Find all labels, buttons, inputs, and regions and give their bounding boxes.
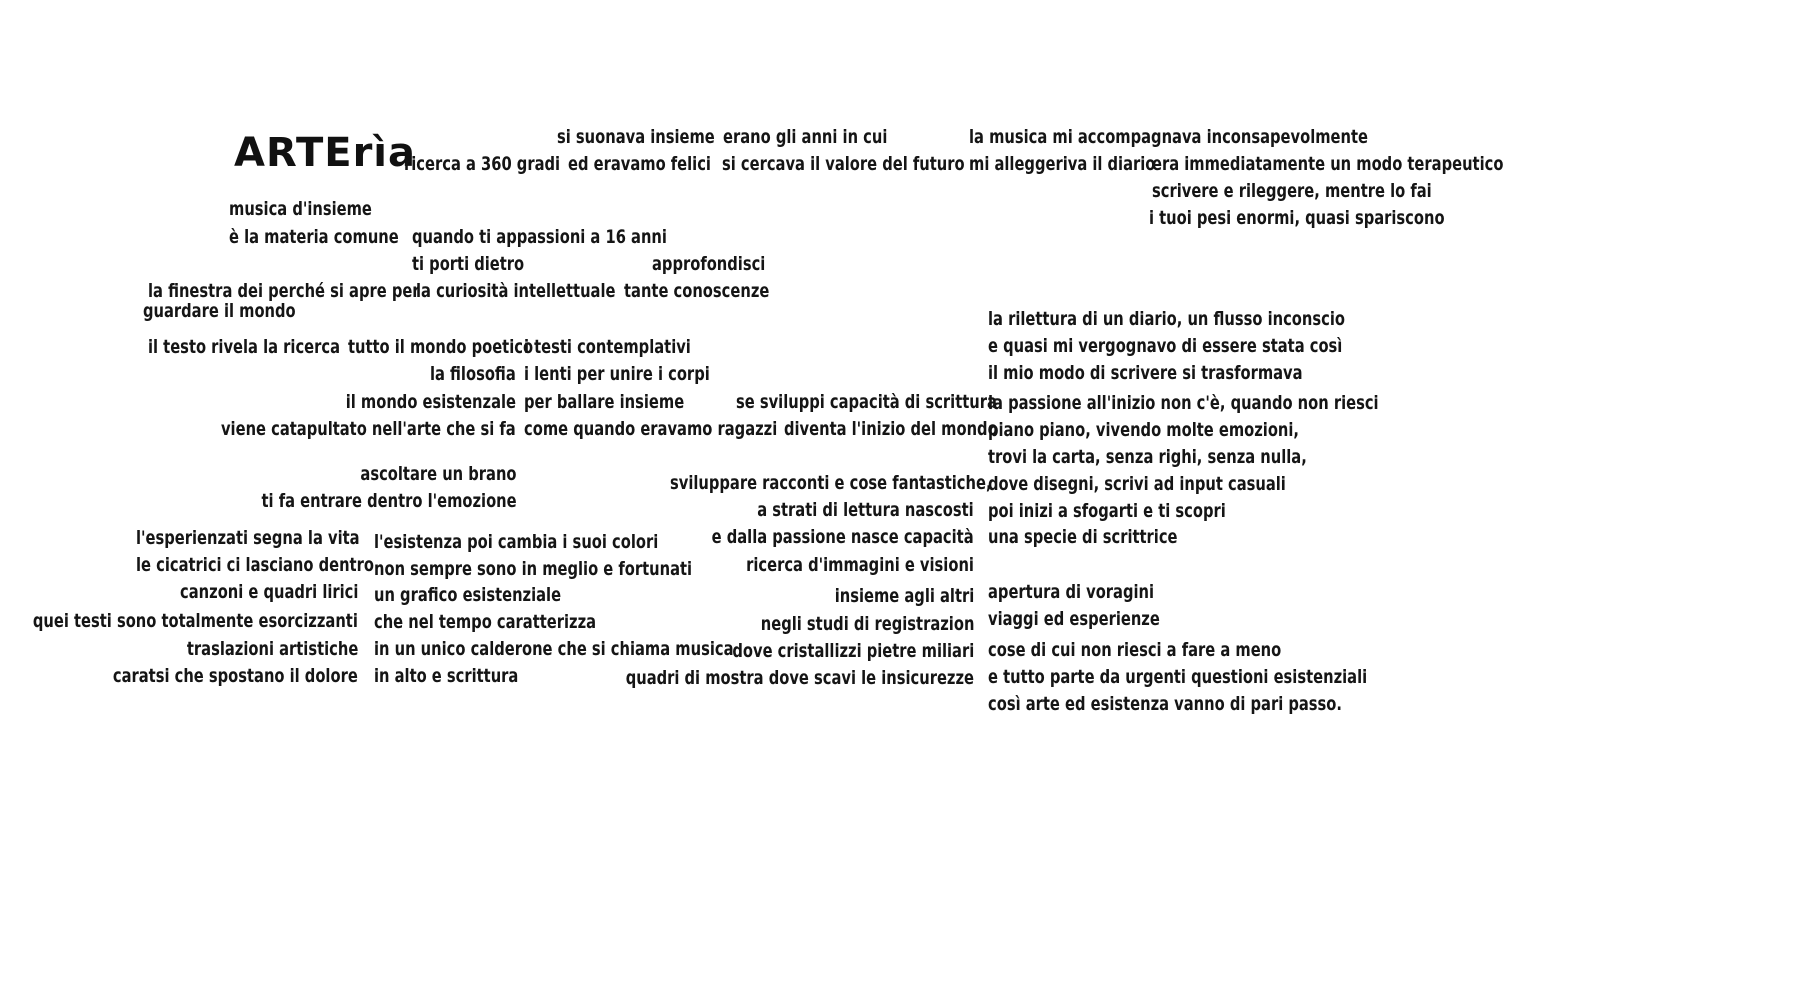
poem-line: non sempre sono in meglio e fortunati [374, 558, 693, 580]
poem-line: ti fa entrare dentro l'emozione [261, 490, 517, 512]
poem-line: per ballare insieme [524, 391, 685, 413]
poem-line: in alto e scrittura [374, 665, 519, 687]
poem-line: erano gli anni in cui [723, 126, 888, 148]
poem-line: mi alleggeriva il diario [969, 153, 1156, 175]
poem-line: dove cristallizzi pietre miliari [732, 640, 974, 662]
poem-line: viene catapultato nell'arte che si fa [221, 418, 516, 440]
poem-line: ascoltare un brano [360, 463, 517, 485]
poem-line: il mio modo di scrivere si trasformava [988, 362, 1303, 384]
poem-line: e quasi mi vergognavo di essere stata così [988, 335, 1343, 357]
poem-line: dove disegni, scrivi ad input casuali [988, 473, 1286, 495]
poem-line: guardare il mondo [143, 300, 296, 322]
poem-line: l'esperienza [136, 527, 236, 549]
poem-line: il testo rivela la ricerca [148, 336, 341, 358]
poem-line: il mondo esistenzale [345, 391, 516, 413]
poem-line: cose di cui non riesci a fare a meno [988, 639, 1282, 661]
poem-line: ti segna la vita [236, 527, 360, 549]
poem-line: viaggi ed esperienze [988, 608, 1160, 630]
poem-line: i testi contemplativi [524, 336, 691, 358]
poem-line: in un unico calderone che si chiama musica [374, 638, 734, 660]
poem-line: si cercava il valore del futuro [722, 153, 965, 175]
poem-line: quando ti appassioni a 16 anni [412, 226, 667, 248]
poem-line: si suonava insieme [557, 126, 715, 148]
poem-line: i lenti per unire i corpi [524, 363, 710, 385]
poem-line: era immediatamente un modo terapeutico [1152, 153, 1504, 175]
poem-line: musica d'insieme [229, 198, 372, 220]
poem-line: trovi la carta, senza righi, senza nulla, [988, 446, 1307, 468]
poem-line: tutto il mondo poetico [348, 336, 534, 358]
poem-line: la curiosità intellettuale [416, 280, 616, 302]
arteria-logo: ARTErìa [234, 130, 416, 176]
poem-line: apertura di voragini [988, 581, 1155, 603]
poem-line: a strati di lettura nascosti [757, 499, 974, 521]
poem-line: poi inizi a sfogarti e ti scopri [988, 500, 1226, 522]
poem-line: come quando eravamo ragazzi [524, 418, 778, 440]
poem-line: quei testi sono totalmente esorcizzanti [33, 610, 358, 632]
poem-line: ricerca a 360 gradi [404, 153, 561, 175]
poem-line: è la materia comune [229, 226, 399, 248]
poem-line: così arte ed esistenza vanno di pari passo. [988, 693, 1342, 715]
poem-line: insieme agli altri [834, 585, 974, 607]
poem-line: ricerca d'immagini e visioni [746, 554, 974, 576]
poem-line: la finestra dei perché si apre per [148, 280, 420, 302]
poem-line: tante conoscenze [624, 280, 770, 302]
poem-line: le cicatrici ci lasciano dentro [136, 554, 374, 576]
poem-line: la musica mi accompagnava inconsapevolmente [969, 126, 1369, 148]
poem-line: l'esistenza poi cambia i suoi colori [374, 531, 659, 553]
poem-line: piano piano, vivendo molte emozioni, [988, 419, 1300, 441]
poem-line: la filosofia [430, 363, 516, 385]
poem-line: e tutto parte da urgenti questioni esistenziali [988, 666, 1368, 688]
poem-line: che nel tempo caratterizza [374, 611, 597, 633]
poem-line: ed eravamo felici [568, 153, 711, 175]
poem-line: diventa l'inizio del mondo [784, 418, 998, 440]
poem-line: la passione all'inizio non c'è, quando non riesci [988, 392, 1379, 414]
poem-line: la rilettura di un diario, un flusso inconscio [988, 308, 1345, 330]
poem-line: i tuoi pesi enormi, quasi spariscono [1149, 207, 1445, 229]
poem-line: sviluppare racconti e cose fantastiche, [670, 472, 992, 494]
poem-line: un grafico esistenziale [374, 584, 562, 606]
poem-line: negli studi di registrazion [760, 613, 974, 635]
poem-line: ti porti dietro [412, 253, 525, 275]
poem-line: caratsi che spostano il dolore [113, 665, 358, 687]
poem-line: approfondisci [652, 253, 766, 275]
poem-line: quadri di mostra dove scavi le insicurezze [625, 667, 974, 689]
poem-line: una specie di scrittrice [988, 526, 1178, 548]
poem-line: canzoni e quadri lirici [179, 581, 358, 603]
poem-line: traslazioni artistiche [186, 638, 358, 660]
poem-line: scrivere e rileggere, mentre lo fai [1152, 180, 1432, 202]
poem-line: e dalla passione nasce capacità [712, 526, 974, 548]
poem-line: se sviluppi capacità di scrittura [736, 391, 997, 413]
